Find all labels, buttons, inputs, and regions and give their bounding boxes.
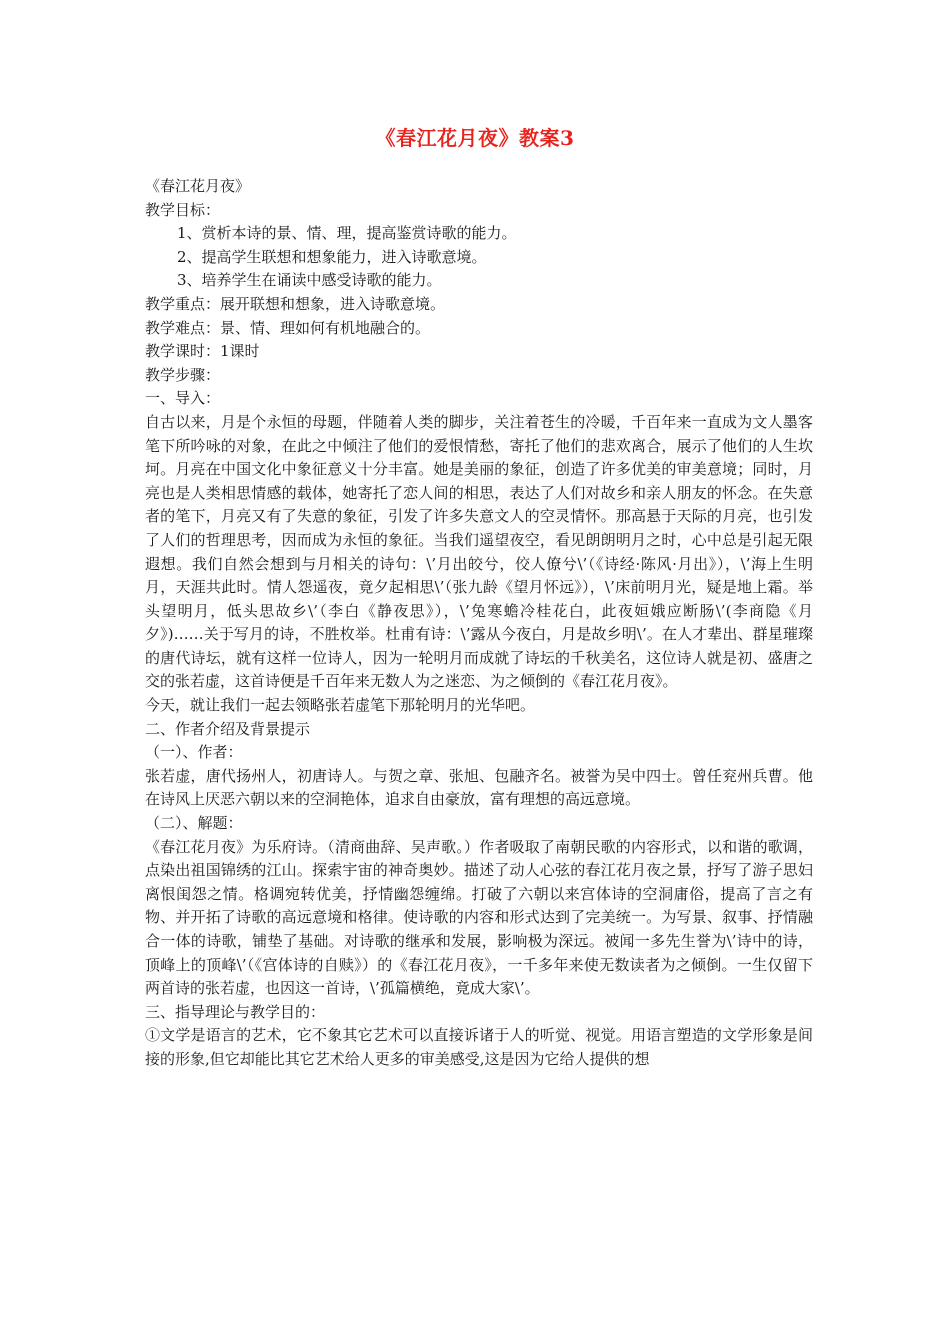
author-paragraph: 张若虚，唐代扬州人，初唐诗人。与贺之章、张旭、包融齐名。被誉为吴中四士。曾任兖州兵曹。他在诗风上厌恶六朝以来的空洞艳体，追求自由豪放，富有理想的高远意境。: [145, 766, 813, 809]
title-explanation-paragraph: 《春江花月夜》为乐府诗。（清商曲辞、吴声歌。）作者吸取了南朝民歌的内容形式，以和谐的歌调，点染出祖国锦绣的江山。探索宇宙的神奇奥妙。描述了动人心弦的春江花月夜之景，抒写了游子思妇离恨闺怨之情。格调宛转优美，抒情幽怨缠绵。打破了六朝以来宫体诗的空洞庸俗，提高了言之有物、并开拓了诗歌的高远意境和格律。使诗歌的内容和形式达到了完美统一。为写景、叙事、抒情融合一体的诗歌，铺垫了基础。对诗歌的继承和发展，影响极为深远。被闻一多先生誉为\’诗中的诗，顶峰上的顶峰\’（《宫体诗的自赎》）的《春江花月夜》，一千多年来使无数读者为之倾倒。一生仅留下两首诗的张若虚，也因这一首诗，\’孤篇横绝，竟成大家\’。: [145, 837, 813, 998]
steps-label: 教学步骤：: [145, 365, 221, 384]
section-2-heading: 二、作者介绍及背景提示: [145, 719, 311, 738]
theory-paragraph: ①文学是语言的艺术，它不象其它艺术可以直接诉诸于人的听觉、视觉。用语言塑造的文学形象是间接的形象,但它却能比其它艺术给人更多的审美感受,这是因为它给人提供的想: [145, 1026, 813, 1068]
section-1-heading: 一、导入：: [145, 389, 221, 408]
section-3-heading: 三、指导理论与教学目的：: [145, 1002, 326, 1021]
goal-item-3: 3、培养学生在诵读中感受诗歌的能力。: [177, 271, 442, 290]
document-title: 《春江花月夜》教案3: [375, 126, 575, 150]
title-explanation-label: （二）、解题：: [145, 814, 243, 833]
class-hours: 教学课时：1课时: [145, 342, 260, 361]
difficulty: 教学难点：景、情、理如何有机地融合的。: [145, 318, 431, 337]
goals-label: 教学目标：: [145, 200, 221, 219]
goal-item-1: 1、赏析本诗的景、情、理，提高鉴赏诗歌的能力。: [177, 224, 517, 243]
author-label: （一）、作者：: [145, 743, 243, 762]
goal-item-2: 2、提高学生联想和想象能力，进入诗歌意境。: [177, 247, 487, 266]
poem-title-line: 《春江花月夜》: [145, 177, 251, 195]
intro-closing-paragraph: 今天，就让我们一起去领略张若虚笔下那轮明月的光华吧。: [145, 696, 536, 715]
document-body: [145, 175, 813, 1072]
intro-paragraph: 自古以来，月是个永恒的母题，伴随着人类的脚步，关注着苍生的冷暖，千百年来一直成为文人墨客笔下所吟咏的对象，在此之中倾注了他们的爱恨情愁，寄托了他们的悲欢离合，展示了他们的人生坎坷。月亮在中国文化中象征意义十分丰富。她是美丽的象征，创造了许多优美的审美意境；同时，月亮也是人类相思情感的载体，她寄托了恋人间的相思，表达了人们对故乡和亲人朋友的怀念。在失意者的笔下，月亮又有了失意的象征，引发了许多失意文人的空灵情怀。那高悬于天际的月亮，也引发了人们的哲理思考，因而成为永恒的象征。当我们遥望夜空，看见朗朗明月之时，心中总是引起无限遐想。我们自然会想到与月相关的诗句：\’月出皎兮，佼人僚兮\’（《诗经·陈风·月出》），\’海上生明月，天涯共此时。情人怨遥夜，竟夕起相思\’（张九龄《望月怀远》），\’床前明月光，疑是地上霜。举头望明月，低头思故乡\’（李白《静夜思》），\’兔寒蟾冷桂花白，此夜姮娥应断肠\’(李商隐《月夕》)……关于写月的诗，不胜枚举。杜甫有诗：\’露从今夜白，月是故乡明\’。在人才辈出、群星璀璨的唐代诗坛，就有这样一位诗人，因为一轮明月而成就了诗坛的千秋美名，这位诗人就是初、盛唐之交的张若虚，这首诗便是千百年来无数人为之迷恋、为之倾倒的《春江花月夜》。: [145, 412, 813, 691]
key-point: 教学重点：展开联想和想象，进入诗歌意境。: [145, 294, 446, 313]
